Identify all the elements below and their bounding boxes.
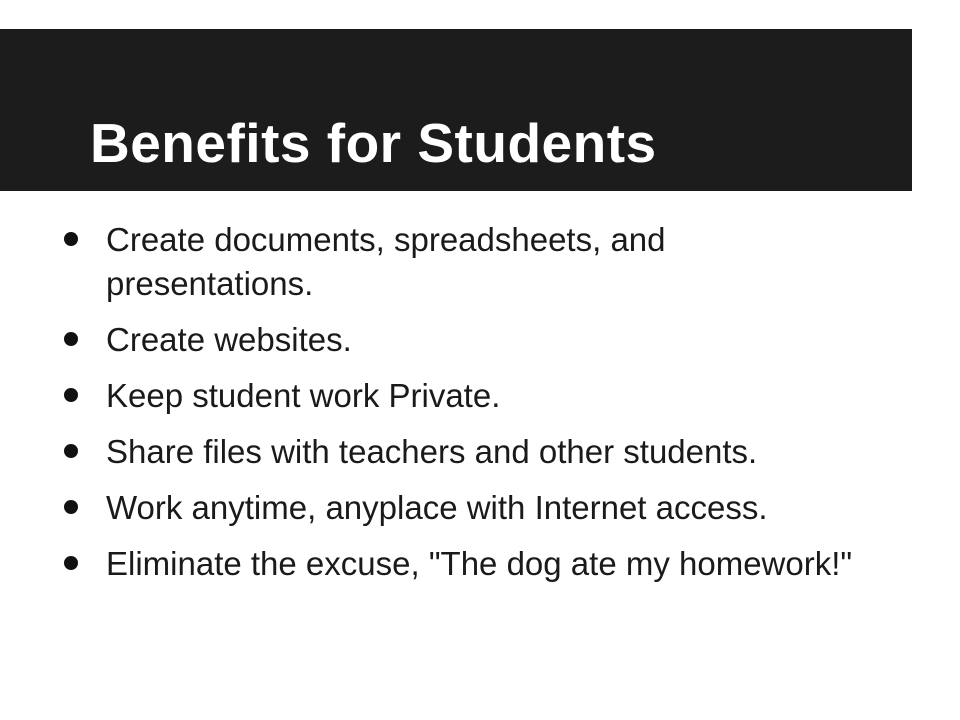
bullet-item (60, 218, 880, 306)
bullet-text: Create documents, spreadsheets, and presentations. (106, 221, 666, 302)
bullet-item (60, 486, 880, 530)
bullet-text: Eliminate the excuse, "The dog ate my homework!" (106, 545, 853, 582)
bullet-list (60, 218, 880, 598)
bullet-item (60, 374, 880, 418)
bullet-dot-icon (64, 556, 78, 570)
bullet-dot-icon (64, 388, 78, 402)
bullet-item (60, 542, 880, 586)
bullet-text: Keep student work Private. (106, 377, 501, 414)
bullet-item (60, 318, 880, 362)
bullet-dot-icon (64, 332, 78, 346)
bullet-text: Work anytime, anyplace with Internet access. (106, 489, 768, 526)
bullet-dot-icon (64, 500, 78, 514)
bullet-text: Create websites. (106, 321, 352, 358)
bullet-dot-icon (64, 232, 78, 246)
bullet-dot-icon (64, 444, 78, 458)
slide-title: Benefits for Students (90, 112, 657, 174)
bullet-text: Share files with teachers and other students. (106, 433, 758, 470)
bullet-item (60, 430, 880, 474)
